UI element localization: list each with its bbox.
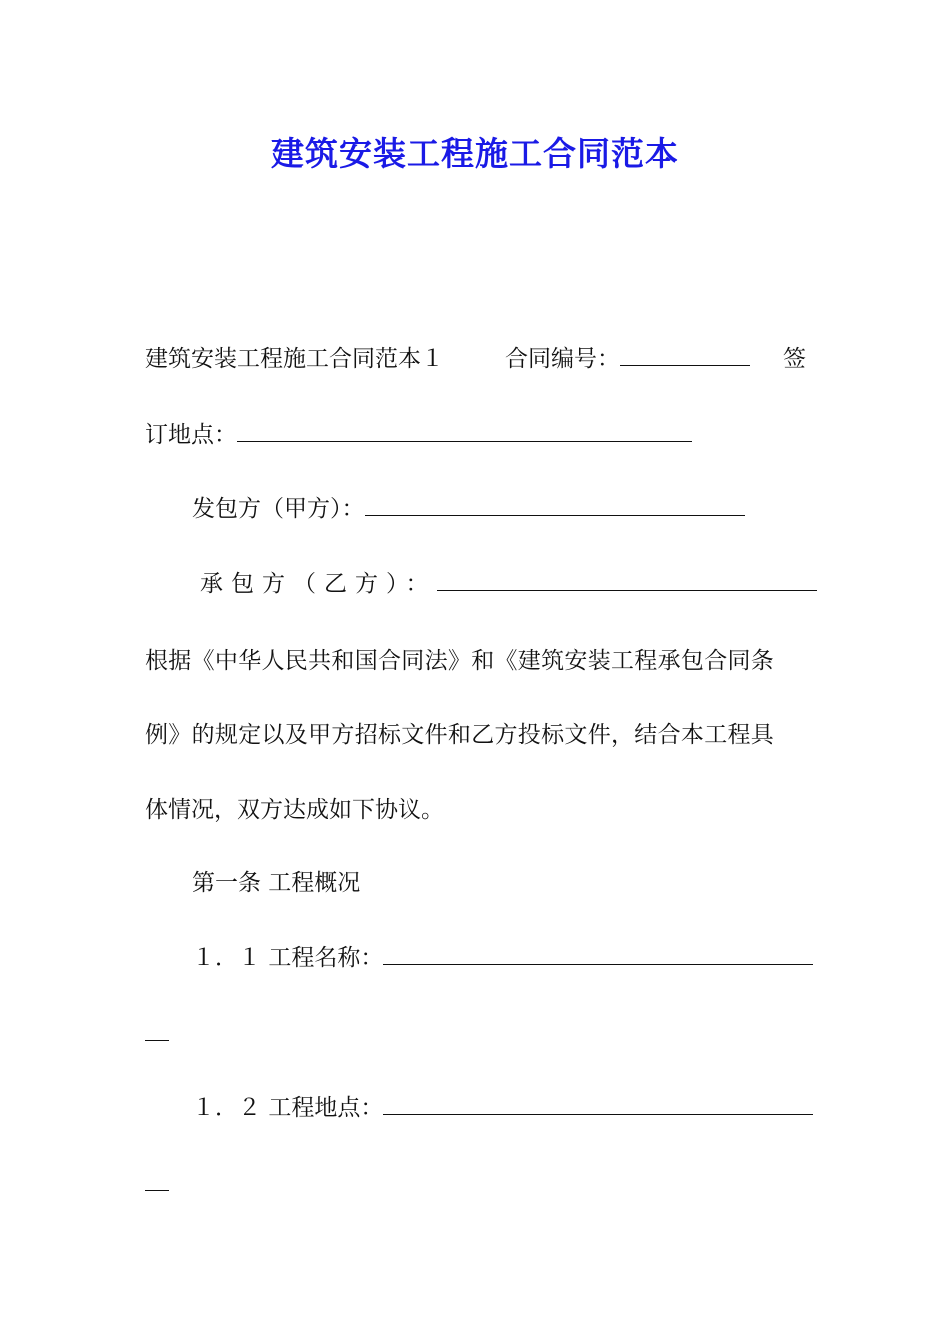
article-1-heading: 第一条 工程概况 [192, 870, 361, 896]
project-name-blank [383, 944, 813, 965]
project-location-label: 工程地点： [268, 1095, 384, 1121]
contract-name-text: 建筑安装工程施工合同范本１ [145, 346, 444, 372]
contractor-field [200, 569, 817, 599]
contractor-blank [437, 570, 817, 591]
project-name-continuation [145, 1040, 169, 1041]
employer-blank [365, 495, 745, 516]
contract-number-blank [620, 345, 750, 366]
sign-location-blank [237, 421, 692, 442]
preamble-line-3: 体情况，双方达成如下协议。 [145, 797, 444, 823]
project-location-continuation [145, 1190, 169, 1191]
project-location-field [192, 1093, 813, 1123]
project-name-field [192, 943, 813, 973]
preamble-line-2: 例》的规定以及甲方招标文件和乙方投标文件，结合本工程具 [145, 722, 775, 748]
sign-location-field [145, 420, 692, 450]
sign-location-label: 订地点： [145, 422, 237, 448]
sign-label-part1: 签 [783, 346, 806, 372]
contractor-label: 承包方（乙方）： [200, 571, 437, 597]
item-1-1-number: １．１ [192, 945, 261, 971]
project-location-blank [383, 1094, 813, 1115]
document-title: 建筑安装工程施工合同范本 [271, 134, 679, 173]
header-line [145, 344, 444, 374]
employer-label: 发包方（甲方）： [192, 496, 365, 522]
contract-number-label: 合同编号： [505, 346, 620, 372]
employer-field [192, 494, 745, 524]
contract-number-field [505, 344, 750, 374]
project-name-label: 工程名称： [268, 945, 384, 971]
item-1-2-number: １．２ [192, 1095, 261, 1121]
preamble-line-1: 根据《中华人民共和国合同法》和《建筑安装工程承包合同条 [145, 648, 775, 674]
